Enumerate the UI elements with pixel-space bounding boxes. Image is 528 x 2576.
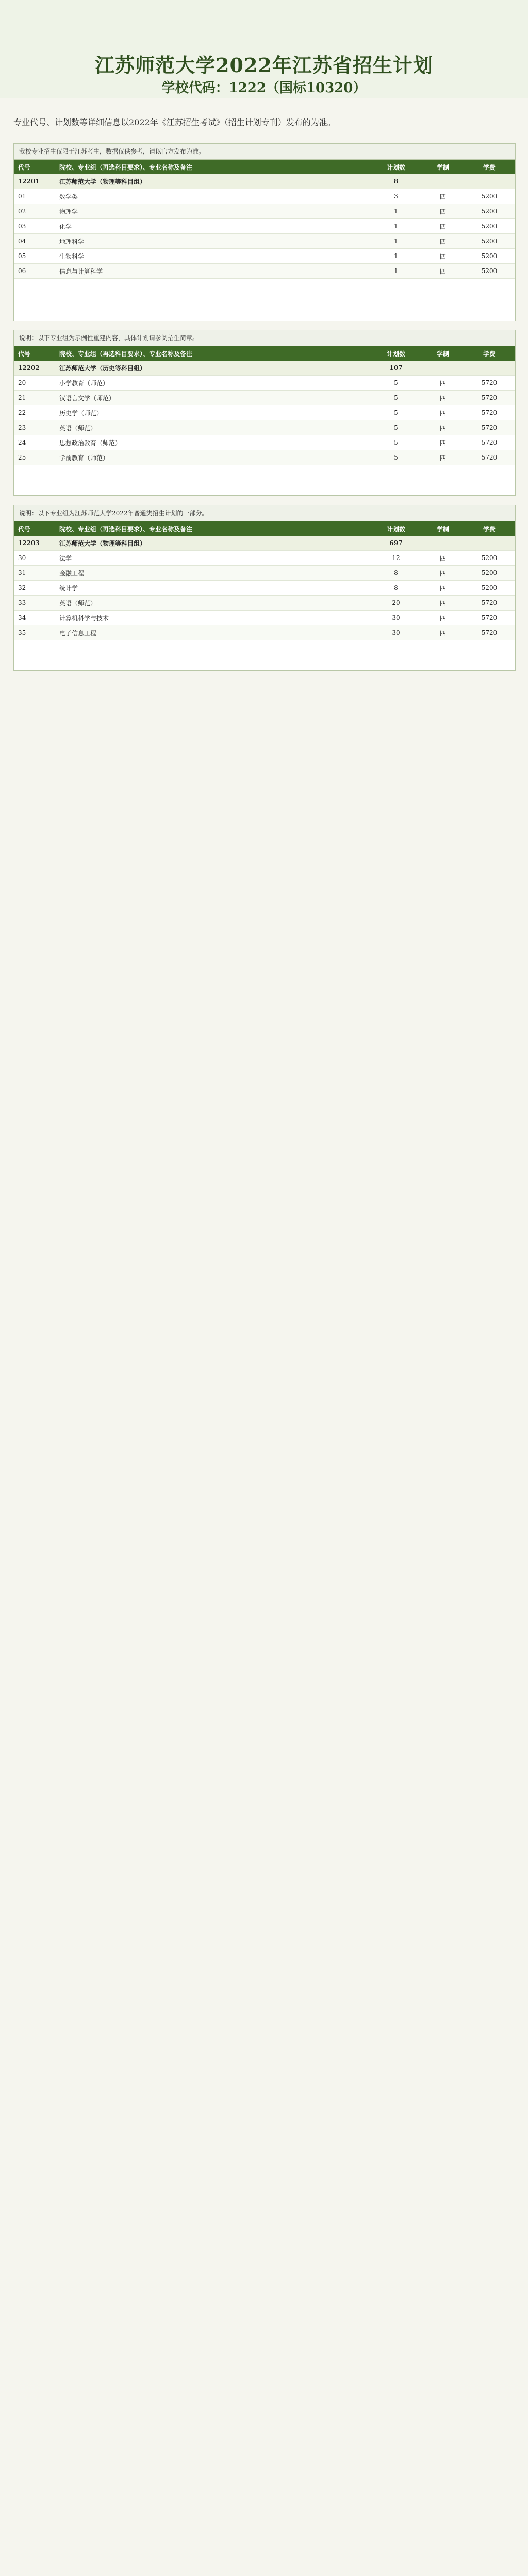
cell-code: 32 — [18, 584, 26, 591]
cell-code: 35 — [18, 629, 26, 636]
cell-code: 25 — [18, 454, 26, 461]
cell-name: 江苏师范大学（物理等科目组） — [59, 539, 146, 547]
page-subtitle: 学校代码：1222（国标10320） — [161, 80, 367, 96]
table-row — [14, 249, 515, 264]
cell-years: 四 — [439, 454, 446, 462]
cell-name: 英语（师范） — [59, 424, 97, 432]
cell-plan: 8 — [393, 178, 399, 185]
column-code: 代号 — [18, 350, 31, 358]
column-years: 学制 — [436, 163, 449, 171]
section-note: 说明：以下专业组为示例性重建内容，具体计划请参阅招生简章。 — [14, 330, 515, 346]
cell-name: 江苏师范大学（物理等科目组） — [59, 178, 146, 185]
cell-years: 四 — [439, 238, 446, 245]
cell-years: 四 — [439, 554, 446, 562]
cell-plan: 30 — [392, 614, 400, 621]
table-row — [14, 536, 515, 551]
table-row — [14, 376, 515, 391]
cell-fee: 5720 — [481, 379, 498, 386]
cell-plan: 30 — [392, 629, 400, 636]
cell-name: 英语（师范） — [59, 599, 97, 607]
cell-years: 四 — [439, 193, 446, 200]
plan-section-2 — [13, 330, 516, 496]
cell-code: 21 — [18, 394, 26, 401]
cell-plan: 3 — [394, 193, 398, 200]
cell-fee: 5720 — [481, 454, 498, 461]
column-fee: 学费 — [483, 350, 496, 358]
column-name: 院校、专业组（再选科目要求）、专业名称及备注 — [59, 350, 193, 358]
cell-years: 四 — [439, 379, 446, 387]
table-row — [14, 391, 515, 405]
cell-name: 学前教育（师范） — [59, 454, 109, 462]
column-years: 学制 — [436, 350, 449, 358]
cell-fee: 5720 — [481, 614, 498, 621]
cell-name: 计算机科学与技术 — [59, 614, 109, 622]
plan-section-1 — [13, 143, 516, 321]
cell-code: 22 — [18, 409, 26, 416]
table-row — [14, 625, 515, 640]
column-plan: 计划数 — [386, 525, 405, 533]
cell-name: 江苏师范大学（历史等科目组） — [59, 364, 146, 372]
cell-years: 四 — [439, 569, 446, 577]
cell-fee: 5720 — [481, 599, 498, 606]
cell-plan: 12 — [392, 554, 400, 562]
cell-code: 12203 — [18, 539, 40, 547]
cell-code: 31 — [18, 569, 26, 577]
page-header — [0, 0, 528, 98]
cell-name: 物理学 — [59, 208, 78, 215]
cell-fee: 5200 — [481, 584, 498, 591]
cell-plan: 5 — [394, 439, 398, 446]
cell-plan: 5 — [394, 394, 398, 401]
plan-section-3 — [13, 505, 516, 671]
table-row — [14, 219, 515, 234]
cell-fee: 5720 — [481, 424, 498, 431]
cell-name: 小学教育（师范） — [59, 379, 109, 387]
cell-plan: 1 — [394, 238, 398, 245]
cell-years: 四 — [439, 409, 446, 417]
cell-plan: 1 — [394, 252, 398, 260]
cell-name: 信息与计算科学 — [59, 267, 103, 275]
cell-plan: 1 — [394, 223, 398, 230]
table-row — [14, 204, 515, 219]
cell-name: 金融工程 — [59, 569, 85, 577]
cell-fee: 5200 — [481, 554, 498, 562]
cell-years: 四 — [439, 267, 446, 275]
cell-plan: 8 — [394, 584, 398, 591]
cell-fee: 5200 — [481, 267, 498, 275]
table-row — [14, 611, 515, 625]
column-code: 代号 — [18, 163, 31, 171]
section-note: 说明：以下专业组为江苏师范大学2022年普通类招生计划的一部分。 — [14, 505, 515, 521]
cell-plan: 8 — [394, 569, 398, 577]
table-row — [14, 361, 515, 376]
cell-fee: 5720 — [481, 394, 498, 401]
cell-years: 四 — [439, 614, 446, 622]
cell-years: 四 — [439, 424, 446, 432]
cell-code: 24 — [18, 439, 26, 446]
cell-name: 生物科学 — [59, 252, 85, 260]
table-row — [14, 581, 515, 596]
column-plan: 计划数 — [386, 163, 405, 171]
cell-years: 四 — [439, 629, 446, 637]
cell-code: 34 — [18, 614, 26, 621]
cell-code: 04 — [18, 238, 26, 245]
cell-fee: 5720 — [481, 409, 498, 416]
cell-plan: 1 — [394, 208, 398, 215]
cell-fee: 5200 — [481, 252, 498, 260]
cell-years: 四 — [439, 208, 446, 215]
section-note: 我校专业招生仅限于江苏考生，数据仅供参考，请以官方发布为准。 — [14, 144, 515, 160]
cell-code: 20 — [18, 379, 26, 386]
table-header — [14, 346, 515, 361]
table-row — [14, 174, 515, 189]
table-header — [14, 521, 515, 536]
cell-name: 统计学 — [59, 584, 78, 592]
cell-code: 03 — [18, 223, 26, 230]
cell-code: 06 — [18, 267, 26, 275]
table-row — [14, 450, 515, 465]
cell-fee: 5720 — [481, 439, 498, 446]
table-row — [14, 234, 515, 249]
column-plan: 计划数 — [386, 350, 405, 358]
table-row — [14, 420, 515, 435]
cell-code: 12202 — [18, 364, 40, 371]
cell-code: 12201 — [18, 178, 40, 185]
cell-years: 四 — [439, 252, 446, 260]
cell-code: 33 — [18, 599, 26, 606]
column-name: 院校、专业组（再选科目要求）、专业名称及备注 — [59, 525, 193, 533]
cell-fee: 5200 — [481, 223, 498, 230]
cell-plan: 5 — [394, 409, 398, 416]
cell-years: 四 — [439, 394, 446, 402]
cell-code: 23 — [18, 424, 26, 431]
cell-code: 02 — [18, 208, 26, 215]
cell-years: 四 — [439, 223, 446, 230]
table-row — [14, 189, 515, 204]
table-header — [14, 160, 515, 174]
cell-fee: 5200 — [481, 238, 498, 245]
cell-name: 电子信息工程 — [59, 629, 97, 637]
table-row — [14, 405, 515, 420]
cell-name: 汉语言文学（师范） — [59, 394, 116, 402]
cell-plan: 20 — [392, 599, 400, 606]
intro-text — [13, 115, 515, 130]
intro-line: 专业代号、计划数等详细信息以2022年《江苏招生考试》（招生计划专刊）发布的为准。 — [13, 117, 336, 127]
cell-plan: 5 — [394, 454, 398, 461]
cell-years: 四 — [439, 584, 446, 592]
column-fee: 学费 — [483, 525, 496, 533]
cell-name: 历史学（师范） — [59, 409, 103, 417]
table-row — [14, 566, 515, 581]
cell-plan: 5 — [394, 424, 398, 431]
cell-name: 思想政治教育（师范） — [59, 439, 122, 447]
cell-name: 数学类 — [59, 193, 78, 200]
cell-years: 四 — [439, 599, 446, 607]
table-row — [14, 435, 515, 450]
cell-fee: 5200 — [481, 569, 498, 577]
table-row — [14, 551, 515, 566]
cell-code: 01 — [18, 193, 26, 200]
column-years: 学制 — [436, 525, 449, 533]
cell-plan: 5 — [394, 379, 398, 386]
cell-name: 地理科学 — [59, 238, 85, 245]
cell-plan: 107 — [389, 364, 403, 371]
column-code: 代号 — [18, 525, 31, 533]
column-fee: 学费 — [483, 163, 496, 171]
cell-code: 30 — [18, 554, 26, 562]
cell-plan: 1 — [394, 267, 398, 275]
table-row — [14, 264, 515, 279]
column-name: 院校、专业组（再选科目要求）、专业名称及备注 — [59, 163, 193, 171]
cell-fee: 5720 — [481, 629, 498, 636]
cell-name: 化学 — [59, 223, 72, 230]
cell-code: 05 — [18, 252, 26, 260]
table-row — [14, 596, 515, 611]
cell-fee: 5200 — [481, 208, 498, 215]
page-title: 江苏师范大学2022年江苏省招生计划 — [95, 54, 433, 77]
cell-name: 法学 — [59, 554, 72, 562]
cell-years: 四 — [439, 439, 446, 447]
cell-plan: 697 — [389, 539, 403, 547]
cell-fee: 5200 — [481, 193, 498, 200]
